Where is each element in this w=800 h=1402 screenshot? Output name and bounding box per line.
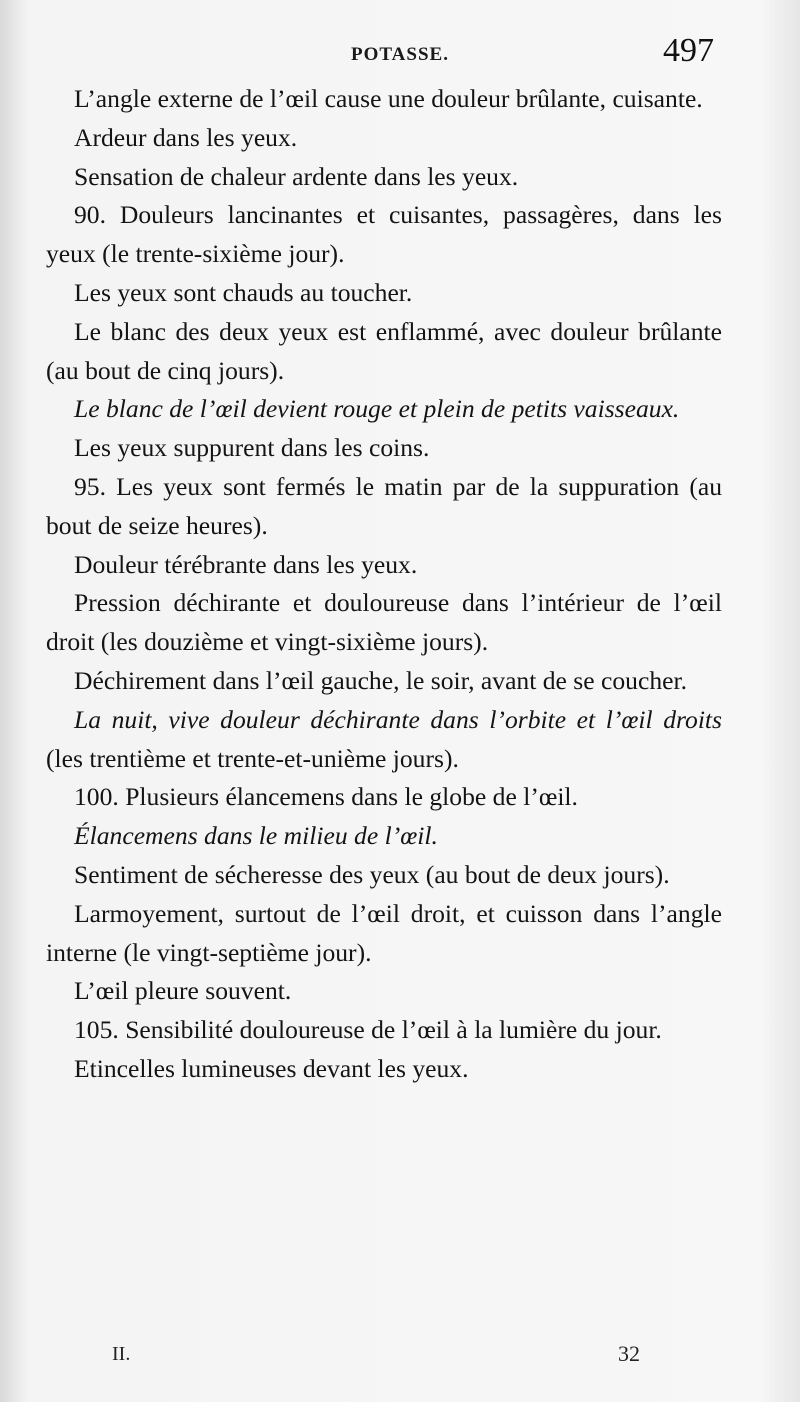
page-body <box>46 80 722 1089</box>
symptom-paragraph: Douleur térébrante dans les yeux. <box>74 549 418 579</box>
symptom-paragraph: L’œil pleure souvent. <box>74 976 292 1006</box>
symptom-paragraph: Sensation de chaleur ardente dans les yeux. <box>74 161 519 191</box>
symptom-paragraph: 105. Sensibilité douloureuse de l’œil à la lumière du jour. <box>74 1015 662 1045</box>
symptom-paragraph: 90. Douleurs lancinantes et cuisantes, passagères, dans les yeux (le trente-sixième jour). <box>46 200 722 269</box>
symptom-paragraph: Sentiment de sécheresse des yeux (au bout de deux jours). <box>74 859 670 889</box>
running-title: POTASSE. <box>351 44 449 65</box>
symptom-paragraph: Etincelles lumineuses devant les yeux. <box>74 1053 469 1083</box>
symptom-paragraph-italic: Élancemens dans le milieu de l’œil. <box>74 821 438 851</box>
page-number: 497 <box>663 32 714 69</box>
symptom-paragraph: L’angle externe de l’œil cause une douleur brûlante, cuisante. <box>74 84 703 113</box>
signature-mark: II. <box>112 1343 131 1365</box>
symptom-paragraph: Les yeux sont chauds au toucher. <box>74 277 413 307</box>
roman-run: (les trentième et trente-et-unième jours). <box>46 743 459 773</box>
symptom-paragraph: Pression déchirante et douloureuse dans l’intérieur de l’œil droit (les douzième et vingt-sixième jours). <box>46 588 722 657</box>
symptom-paragraph: 100. Plusieurs élancemens dans le globe de l’œil. <box>74 782 578 812</box>
symptom-paragraph: Ardeur dans les yeux. <box>74 122 298 152</box>
page-footer <box>0 1335 800 1375</box>
symptom-paragraph: Déchirement dans l’œil gauche, le soir, avant de se coucher. <box>74 665 687 695</box>
symptom-paragraph: Larmoyement, surtout de l’œil droit, et cuisson dans l’angle interne (le vingt-septième jour). <box>46 898 722 967</box>
symptom-paragraph-italic: Le blanc de l’œil devient rouge et plein de petits vaisseaux. <box>74 394 680 424</box>
symptom-paragraph-mixed <box>46 701 722 779</box>
symptom-paragraph: Le blanc des deux yeux est enflammé, avec douleur brûlante (au bout de cinq jours). <box>46 316 722 385</box>
page-header <box>0 30 800 80</box>
symptom-paragraph: Les yeux suppurent dans les coins. <box>74 433 430 463</box>
folio-mark: 32 <box>618 1341 640 1366</box>
italic-run: La nuit, vive douleur déchirante dans l’orbite et l’œil droits <box>74 704 722 734</box>
symptom-paragraph: 95. Les yeux sont fermés le matin par de la suppuration (au bout de seize heures). <box>46 471 722 540</box>
